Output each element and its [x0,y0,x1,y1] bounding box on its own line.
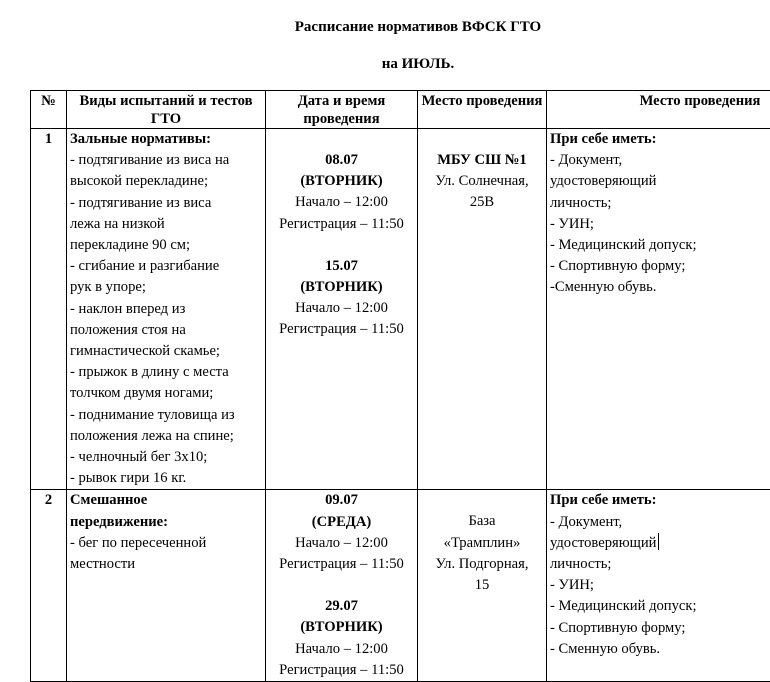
header-more: Место проведения [547,91,770,129]
requirements-cell [547,490,770,682]
test-line: - поднимание туловища из [70,405,262,426]
event-date: 15.07 [269,256,414,277]
test-group-title: Смешанное [70,490,262,511]
venue-address: Ул. Солнечная, [421,171,543,192]
requirement-item: - Спортивную форму; [550,256,770,277]
document-title: Расписание нормативов ВФСК ГТО [0,19,770,36]
requirement-item: удостоверяющий [550,171,770,192]
date-time-cell [266,129,418,490]
header-place: Место проведения [418,91,547,129]
test-group-title: передвижение: [70,512,262,533]
venue-cell [418,129,547,490]
event-registration-time: Регистрация – 11:50 [269,554,414,575]
requirement-item: личность; [550,554,770,575]
requirement-item: - Медицинский допуск; [550,596,770,617]
test-line: толчком двумя ногами; [70,383,262,404]
event-start-time: Начало – 12:00 [269,298,414,319]
schedule-table [30,90,770,682]
requirements-title: При себе иметь: [550,129,770,150]
event-start-time: Начало – 12:00 [269,533,414,554]
header-kind: Виды испытаний и тестов ГТО [67,91,266,129]
table-row [31,490,770,682]
requirement-item: - Документ, [550,512,770,533]
requirement-item: - Медицинский допуск; [550,235,770,256]
test-line: - наклон вперед из [70,299,262,320]
test-line: - челночный бег 3х10; [70,447,262,468]
table-row [31,129,770,490]
event-start-time: Начало – 12:00 [269,639,414,660]
test-line: положения лежа на спине; [70,426,262,447]
test-line: лежа на низкой [70,214,262,235]
row-number: 2 [31,490,67,682]
header-num: № [31,91,67,129]
venue-cell [418,490,547,682]
requirements-cell [547,129,770,490]
test-line: перекладине 90 см; [70,235,262,256]
requirement-item: - УИН; [550,214,770,235]
venue-address: 15 [421,575,543,596]
test-line: гимнастической скамье; [70,341,262,362]
header-row [31,91,770,129]
requirement-item: - УИН; [550,575,770,596]
test-line: - прыжок в длину с места [70,362,262,383]
event-registration-time: Регистрация – 11:50 [269,214,414,235]
test-line: - рывок гири 16 кг. [70,468,262,489]
event-weekday: (ВТОРНИК) [269,617,414,638]
event-weekday: (ВТОРНИК) [269,171,414,192]
venue-name: База [421,511,543,532]
test-line: - подтягивание из виса [70,193,262,214]
venue-address: 25В [421,192,543,213]
requirement-item-text: удостоверяющий [550,535,656,551]
test-line: - бег по пересеченной [70,533,262,554]
test-line: - сгибание и разгибание [70,256,262,277]
test-types-cell [67,490,266,682]
event-weekday: (ВТОРНИК) [269,277,414,298]
venue-name: «Трамплин» [421,533,543,554]
text-cursor [658,533,659,550]
requirement-item: - Спортивную форму; [550,618,770,639]
venue-name: МБУ СШ №1 [421,150,543,171]
requirement-item: личность; [550,193,770,214]
header-date: Дата и время проведения [266,91,418,129]
test-group-title: Зальные нормативы: [70,129,262,150]
event-weekday: (СРЕДА) [269,512,414,533]
test-line: местности [70,554,262,575]
event-registration-time: Регистрация – 11:50 [269,319,414,340]
test-types-cell [67,129,266,490]
event-date: 08.07 [269,150,414,171]
event-date: 29.07 [269,596,414,617]
requirement-item: -Сменную обувь. [550,277,770,298]
requirement-item: - Документ, [550,150,770,171]
event-registration-time: Регистрация – 11:50 [269,660,414,681]
test-line: высокой перекладине; [70,171,262,192]
row-number: 1 [31,129,67,490]
requirements-title: При себе иметь: [550,490,770,511]
date-time-cell [266,490,418,682]
test-line: рук в упоре; [70,277,262,298]
event-date: 09.07 [269,490,414,511]
requirement-item [550,533,770,554]
event-start-time: Начало – 12:00 [269,192,414,213]
test-line: - подтягивание из виса на [70,150,262,171]
venue-address: Ул. Подгорная, [421,554,543,575]
document-subtitle: на ИЮЛЬ. [0,56,770,73]
requirement-item: - Сменную обувь. [550,639,770,660]
test-line: положения стоя на [70,320,262,341]
